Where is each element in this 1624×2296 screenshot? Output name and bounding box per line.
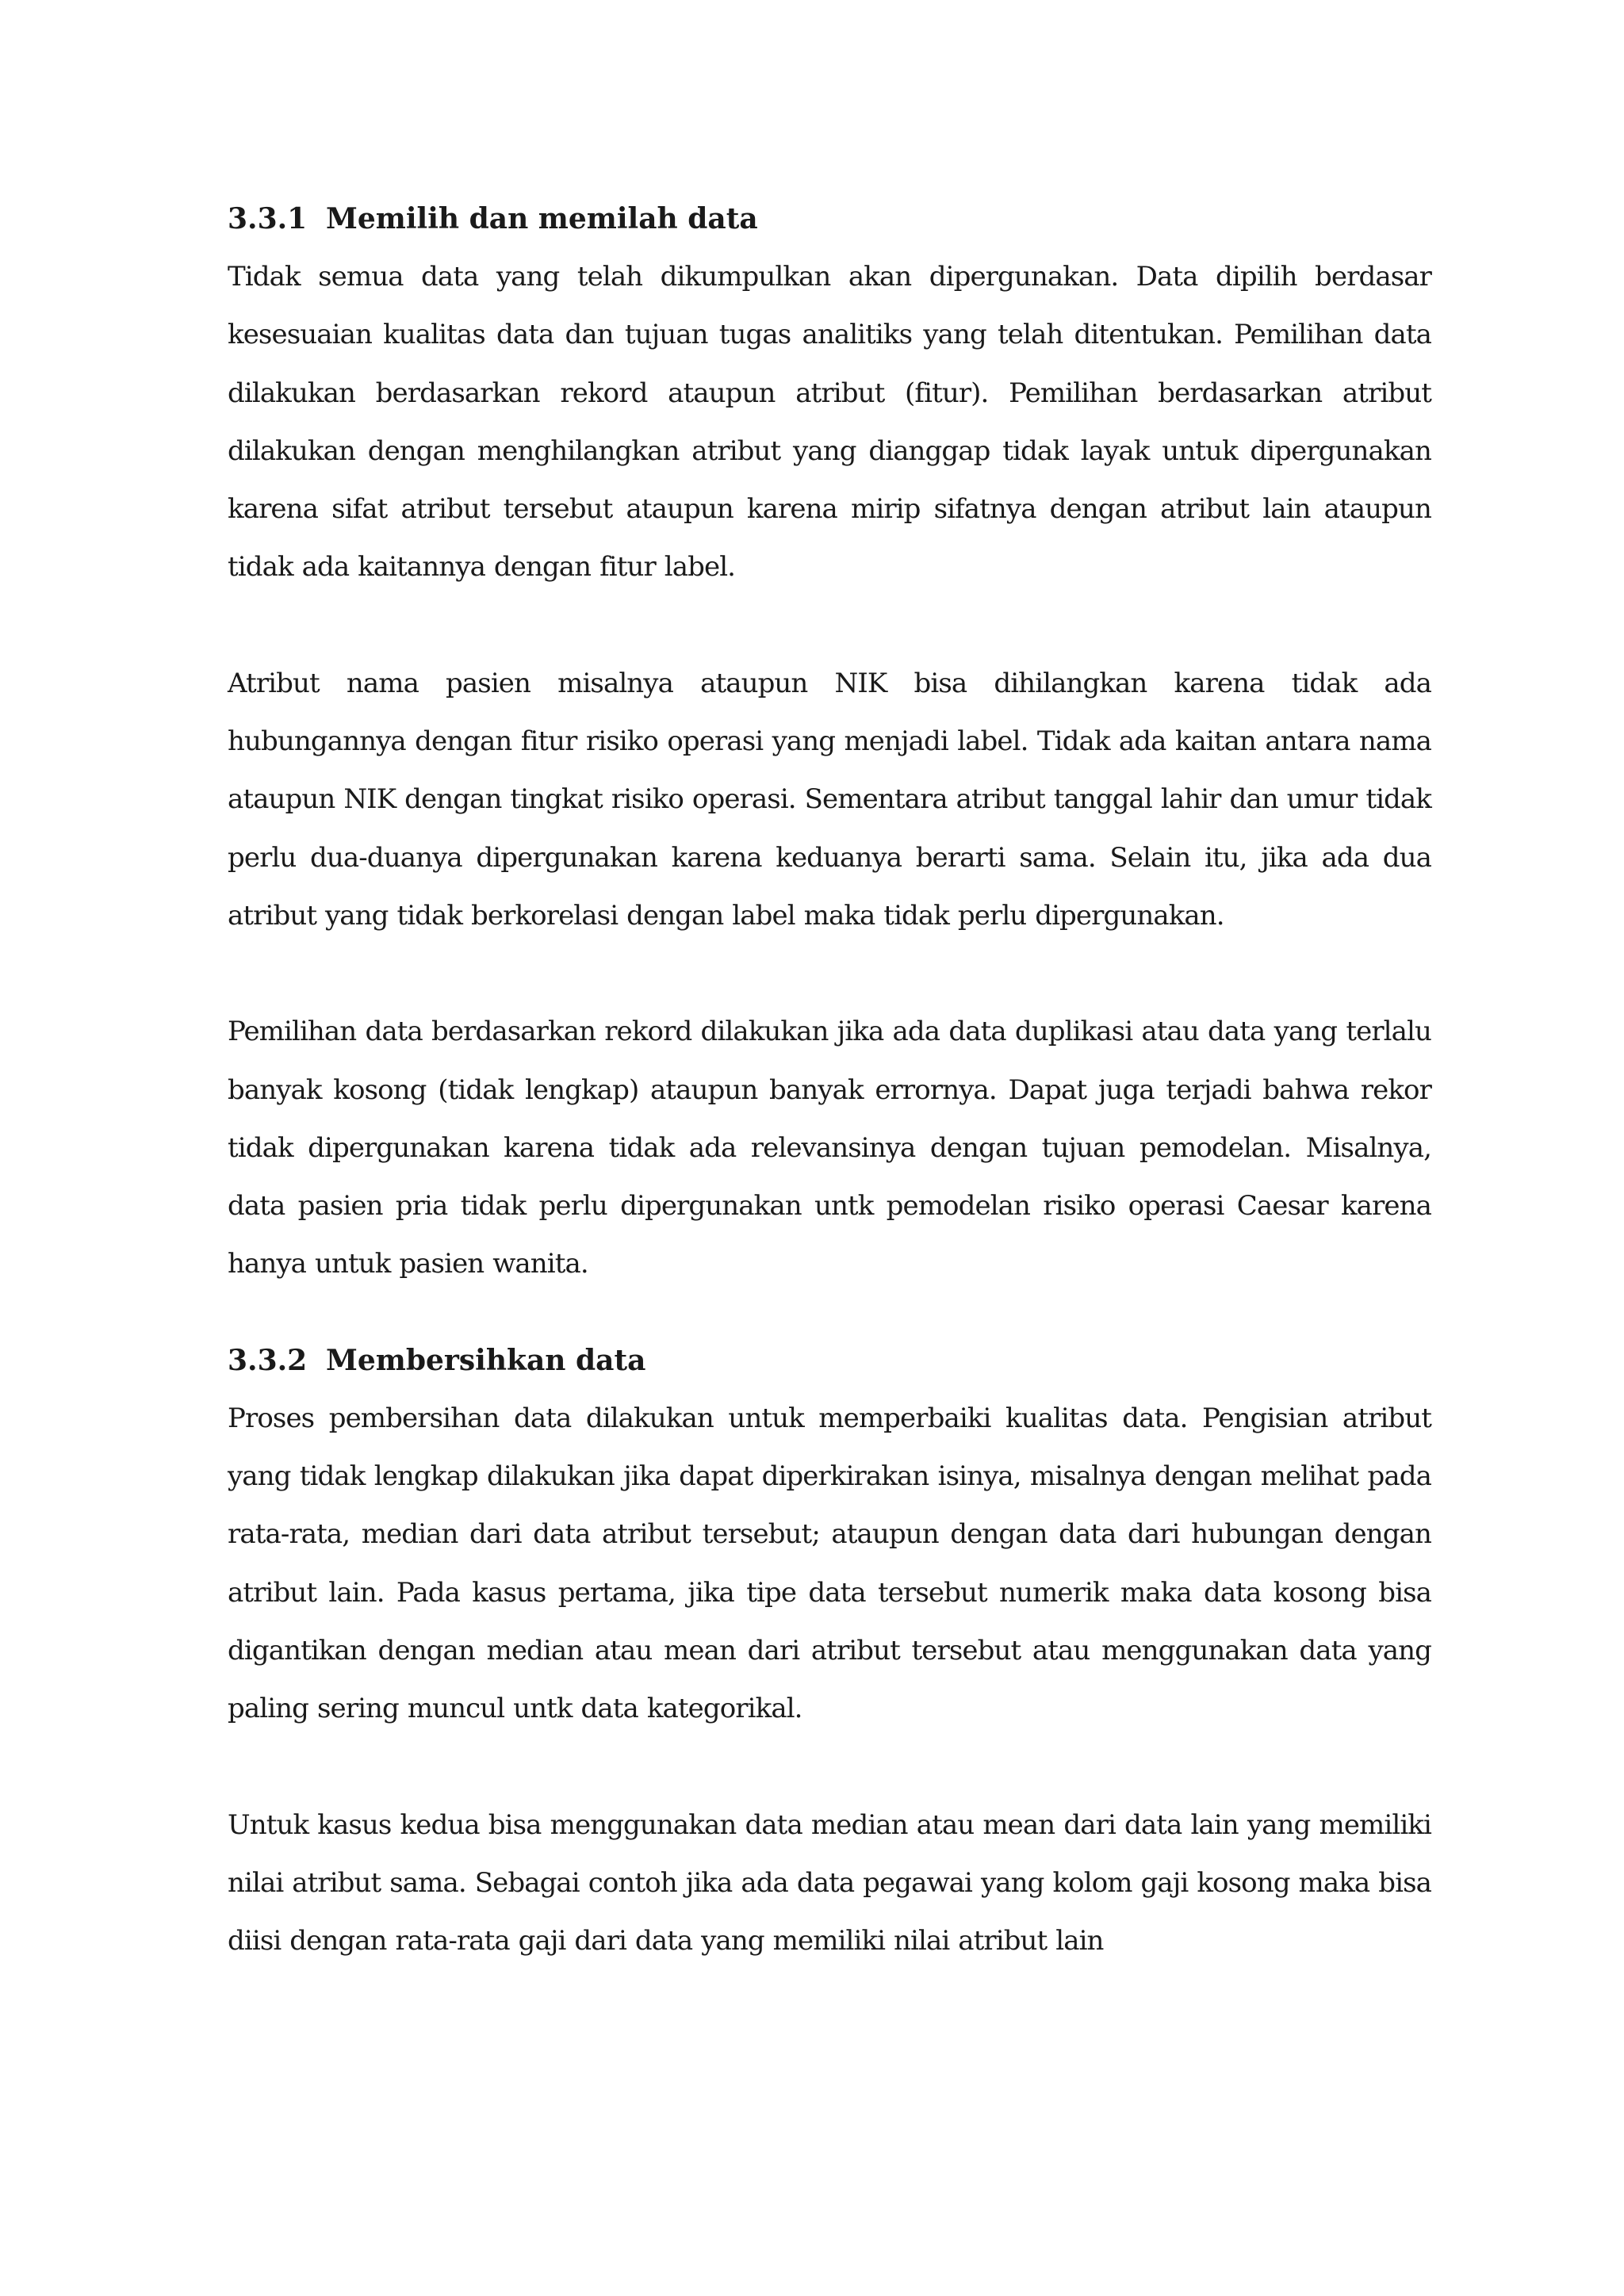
paragraph: Proses pembersihan data dilakukan untuk memperbaiki kualitas data. Pengisian atribut yang tidak lengkap dilakukan jika dapat diperkirakan isinya, misalnya dengan melihat pada rata-rata, median dari data atribut tersebut; ataupun dengan data dari hubungan dengan atribut lain. Pada kasus pertama, jika tipe data tersebut numerik maka data kosong bisa digantikan dengan median atau mean dari atribut tersebut atau menggunakan data yang paling sering muncul untk data kategorikal.: [228, 1402, 1431, 1725]
paragraph: Pemilihan data berdasarkan rekord dilakukan jika ada data duplikasi atau data yang terlalu banyak kosong (tidak lengkap) ataupun banyak errornya. Dapat juga terjadi bahwa rekor tidak dipergunakan karena tidak ada relevansinya dengan tujuan pemodelan. Misalnya, data pasien pria tidak perlu dipergunakan untk pemodelan risiko operasi Caesar karena hanya untuk pasien wanita.: [228, 1016, 1431, 1280]
section-heading-3-3-2: [228, 1332, 1431, 1390]
section-number: 3.3.2: [228, 1343, 308, 1377]
section-title: Memilih dan memilah data: [326, 202, 758, 235]
section-number: 3.3.1: [228, 202, 308, 235]
paragraph: Atribut nama pasien misalnya ataupun NIK bisa dihilangkan karena tidak ada hubungannya dengan fitur risiko operasi yang menjadi label. Tidak ada kaitan antara nama ataupun NIK dengan tingkat risiko operasi. Sementara atribut tanggal lahir dan umur tidak perlu dua-duanya dipergunakan karena keduanya berarti sama. Selain itu, jika ada dua atribut yang tidak berkorelasi dengan label maka tidak perlu dipergunakan.: [228, 667, 1431, 932]
document-page: [228, 190, 1431, 1970]
section-heading-3-3-1: [228, 190, 1431, 248]
section-title: Membersihkan data: [326, 1343, 646, 1377]
paragraph: Untuk kasus kedua bisa menggunakan data median atau mean dari data lain yang memiliki nilai atribut sama. Sebagai contoh jika ada data pegawai yang kolom gaji kosong maka bisa diisi dengan rata-rata gaji dari data yang memiliki nilai atribut lain: [228, 1808, 1431, 1957]
paragraph: Tidak semua data yang telah dikumpulkan akan dipergunakan. Data dipilih berdasar kesesuaian kualitas data dan tujuan tugas analitiks yang telah ditentukan. Pemilihan data dilakukan berdasarkan rekord ataupun atribut (fitur). Pemilihan berdasarkan atribut dilakukan dengan menghilangkan atribut yang dianggap tidak layak untuk dipergunakan karena sifat atribut tersebut ataupun karena mirip sifatnya dengan atribut lain ataupun tidak ada kaitannya dengan fitur label.: [228, 261, 1431, 584]
